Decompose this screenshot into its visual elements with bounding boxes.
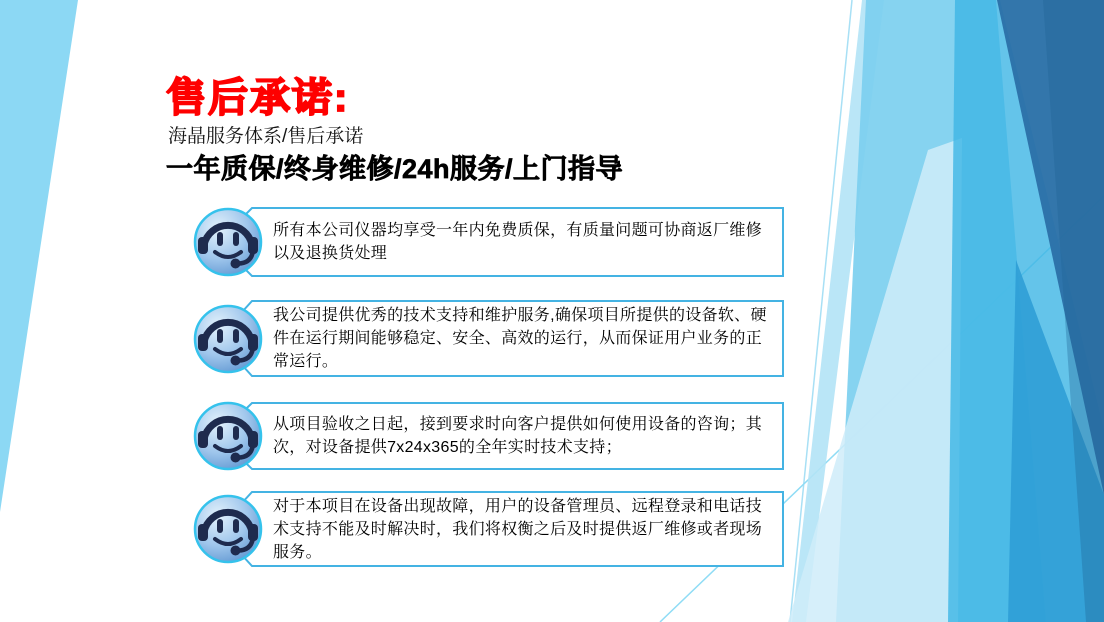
headset-smiley-icon (193, 494, 263, 564)
service-item-card (193, 491, 785, 567)
service-item-card (193, 207, 785, 277)
service-item-card (193, 402, 785, 470)
left-triangle-shape (0, 0, 78, 512)
slide-subtitle: 海晶服务体系/售后承诺 (168, 126, 364, 147)
slide-heading: 一年质保/终身维修/24h服务/上门指导 (166, 154, 624, 184)
headset-smiley-icon (193, 304, 263, 374)
service-item-text: 所有本公司仪器均享受一年内免费质保，有质量问题可协商返厂维修以及退换货处理 (273, 222, 763, 262)
headset-smiley-icon (193, 401, 263, 471)
headset-smiley-icon (193, 207, 263, 277)
slide-title: 售后承诺: (166, 76, 350, 120)
service-item-text: 对于本项目在设备出现故障，用户的设备管理员、远程登录和电话技术支持不能及时解决时，我们将权衡之后及时提供返厂维修或者现场服务。 (273, 497, 763, 561)
service-item-text: 我公司提供优秀的技术支持和维护服务,确保项目所提供的设备软、硬件在运行期间能够稳定、安全、高效的运行，从而保证用户业务的正常运行。 (273, 307, 767, 370)
service-item-card (193, 300, 785, 377)
service-item-text: 从项目验收之日起，接到要求时向客户提供如何使用设备的咨询；其次，对设备提供7x24x365的全年实时技术支持； (273, 416, 763, 456)
